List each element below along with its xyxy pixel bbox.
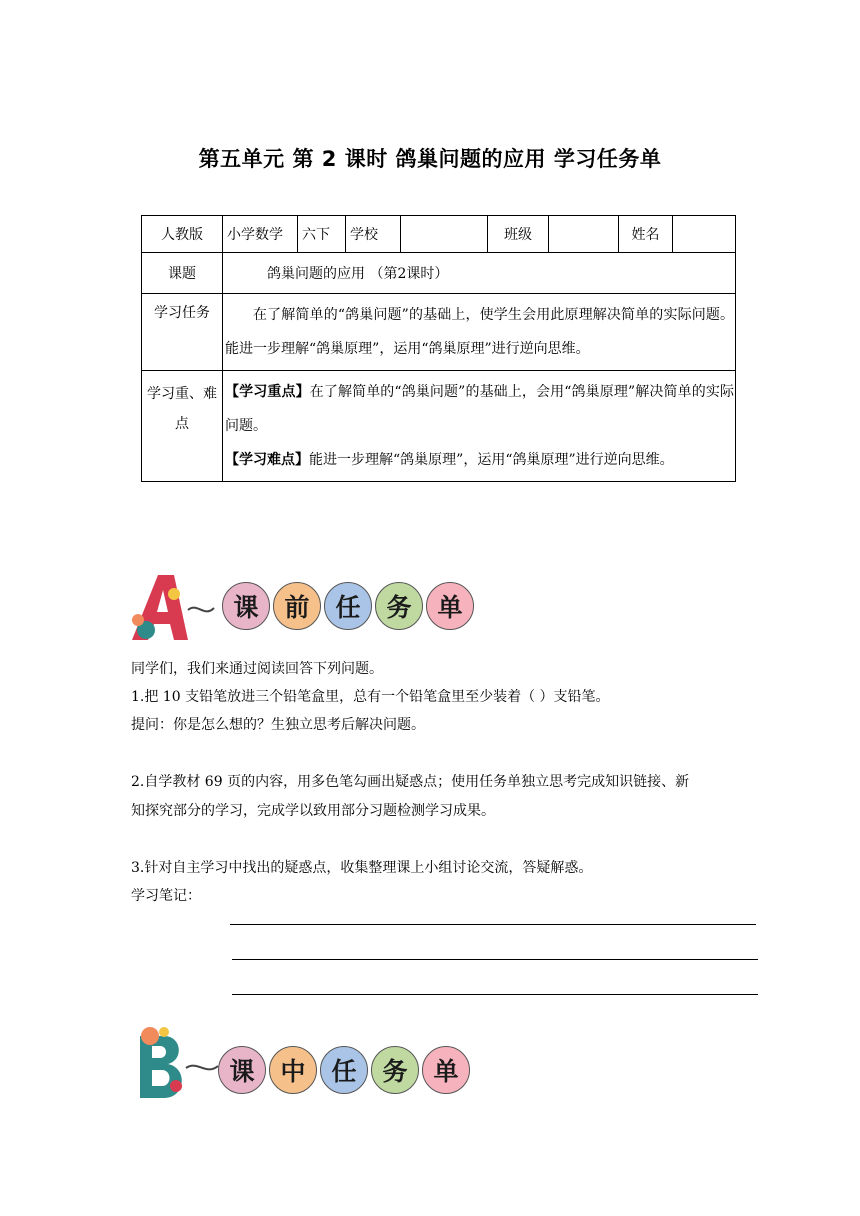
name-label: 姓名: [619, 216, 673, 253]
banner-char: 课: [222, 582, 270, 630]
key-point-text: 在了解简单的“鸽巢问题”的基础上，会用“鸽巢原理”解决简单的实际问题。: [225, 384, 734, 434]
notes-label: 学习笔记：: [131, 888, 201, 904]
topic-value: 鸽巢问题的应用 （第2课时）: [223, 253, 736, 294]
key-point-tag: 【学习重点】: [225, 384, 310, 400]
question-1-prompt: 提问：你是怎么想的？生独立思考后解决问题。: [131, 717, 425, 733]
pre-class-title: [222, 582, 477, 630]
banner-char: 前: [273, 582, 321, 630]
pre-class-banner: [130, 572, 490, 648]
edition-cell: 人教版: [142, 216, 223, 253]
lesson-info-table: [141, 215, 736, 482]
notes-line[interactable]: [230, 924, 756, 925]
banner-char: 任: [324, 582, 372, 630]
notes-line[interactable]: [232, 959, 758, 960]
class-field[interactable]: [549, 216, 619, 253]
task-label: 学习任务: [142, 294, 223, 371]
focus-label: 学习重、难点: [142, 371, 223, 482]
grade-cell: 六下: [298, 216, 346, 253]
question-2-line2: 知探究部分的学习，完成学以致用部分习题检测学习成果。: [131, 803, 495, 819]
notes-line[interactable]: [232, 994, 758, 995]
page-title: 第五单元 第 2 课时 鸽巢问题的应用 学习任务单: [198, 147, 662, 171]
school-label: 学校: [346, 216, 401, 253]
banner-char: 务: [375, 582, 423, 630]
question-2-line1: 2.自学教材 69 页的内容，用多色笔勾画出疑惑点；使用任务单独立思考完成知识链接、新: [131, 774, 690, 790]
difficult-point-tag: 【学习难点】: [225, 452, 309, 468]
topic-label: 课题: [142, 253, 223, 294]
difficult-point-text: 能进一步理解“鸽巢原理”，运用“鸽巢原理”进行逆向思维。: [309, 452, 674, 468]
banner-char: 务: [371, 1046, 419, 1094]
in-class-title: [218, 1046, 473, 1094]
banner-char: 单: [426, 582, 474, 630]
in-class-banner: [130, 1026, 490, 1102]
name-field[interactable]: [673, 216, 736, 253]
school-field[interactable]: [401, 216, 488, 253]
banner-char: 任: [320, 1046, 368, 1094]
question-3: 3.针对自主学习中找出的疑惑点，收集整理课上小组讨论交流，答疑解惑。: [131, 860, 593, 876]
subject-cell: 小学数学: [223, 216, 298, 253]
banner-char: 单: [422, 1046, 470, 1094]
focus-value: [223, 371, 736, 482]
question-1: 1.把 10 支铅笔放进三个铅笔盒里，总有一个铅笔盒里至少装着（ ）支铅笔。: [131, 689, 610, 705]
pre-class-intro: 同学们，我们来通过阅读回答下列问题。: [131, 661, 383, 677]
task-value: 在了解简单的“鸽巢问题”的基础上，使学生会用此原理解决简单的实际问题。能进一步理解“鸽巢原理”，运用“鸽巢原理”进行逆向思维。: [223, 294, 736, 371]
class-label: 班级: [488, 216, 549, 253]
banner-char: 课: [218, 1046, 266, 1094]
banner-char: 中: [269, 1046, 317, 1094]
